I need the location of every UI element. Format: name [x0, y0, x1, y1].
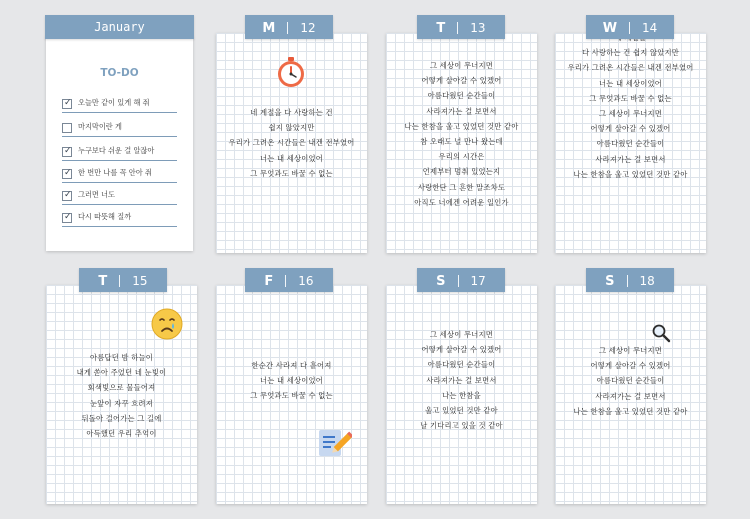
line: 그 무엇과도 바꿀 수 없는 — [589, 93, 672, 103]
day-tab-t13[interactable] — [417, 15, 505, 39]
line: 사라져가는 걸 보면서 — [595, 391, 666, 401]
line: 그 세상이 무너지면 — [429, 330, 494, 339]
todo-item-text: 누구보다 쉬운 걸 알잖아 — [78, 146, 155, 155]
todo-item-text: 그러면 너도 — [78, 190, 116, 199]
line: 사라져가는 걸 보면서 — [426, 106, 497, 116]
line: 아득했던 우리 추억이 — [86, 429, 157, 439]
day-card-t13 — [386, 33, 537, 253]
magnifier-icon — [651, 323, 671, 343]
line: 나는 한참을 울고 있었던 것만 같아 — [573, 169, 688, 179]
todo-item-text: 한 번만 나를 꼭 안아 줘 — [78, 168, 152, 177]
day-number: 17 — [470, 274, 486, 288]
day-tab-f16[interactable] — [245, 268, 333, 292]
day-lines — [386, 58, 537, 210]
line: 어떻게 살아갈 수 있겠어 — [421, 345, 502, 355]
line: 다 사랑하는 건 쉽지 않았지만 — [581, 48, 680, 58]
day-lines — [216, 105, 367, 181]
line: 아름다웠던 순간들이 — [427, 360, 496, 370]
day-letter: F — [264, 274, 274, 289]
line: 우리가 그려온 시간들은 내겐 전부였어 — [567, 63, 694, 73]
line: 너는 내 세상이었어 — [259, 376, 324, 386]
line: 참 오래도 널 만나 왔는데 — [420, 137, 503, 147]
checkbox[interactable] — [62, 123, 72, 133]
day-letter: T — [98, 274, 108, 289]
line: 그 무엇과도 바꿀 수 없는 — [250, 168, 333, 178]
line: 사라져가는 걸 보면서 — [595, 154, 666, 164]
line: 회색빛으로 물들어져 — [87, 383, 156, 393]
tab-divider — [629, 22, 630, 34]
day-card-s17 — [386, 285, 537, 504]
day-number: 12 — [300, 21, 316, 35]
line: 어떻게 살아갈 수 있겠어 — [590, 124, 671, 134]
line: 나는 한참을 울고 있었던 것만 같아 — [573, 406, 688, 416]
line: 어떻게 살아갈 수 있겠어 — [421, 76, 502, 86]
line: 우리가 그려온 시간들은 내겐 전부였어 — [228, 138, 355, 148]
day-lines — [555, 30, 706, 182]
day-card-f16 — [216, 285, 367, 504]
line: 아름다웠던 순간들이 — [596, 139, 665, 149]
todo-title: TO-DO — [100, 67, 139, 79]
line: 아직도 너에겐 어려운 일인가 — [414, 197, 509, 207]
todo-item[interactable] — [62, 163, 177, 183]
line: 어떻게 살아갈 수 있겠어 — [590, 361, 671, 371]
line: 너는 내 세상이었어 — [259, 153, 324, 163]
tab-divider — [627, 275, 628, 287]
checkbox[interactable] — [62, 99, 72, 109]
todo-item-text: 오늘만 같이 있게 해 줘 — [78, 98, 150, 107]
checkbox[interactable] — [62, 169, 72, 179]
todo-item[interactable] — [62, 207, 177, 227]
day-lines — [216, 358, 367, 404]
day-lines — [386, 327, 537, 433]
line: 나는 한참을 울고 있었던 것만 같아 — [404, 121, 519, 131]
line: 아름다웠던 순간들이 — [596, 376, 665, 386]
line: 그 세상이 무너지면 — [598, 109, 663, 119]
tab-divider — [457, 22, 458, 34]
todo-item[interactable] — [62, 185, 177, 205]
day-tab-m12[interactable] — [245, 15, 333, 39]
line: 날 기다리고 있을 것 같아 — [420, 421, 503, 431]
day-letter: S — [436, 274, 446, 289]
day-card-s18 — [555, 285, 706, 504]
day-letter: W — [602, 21, 618, 36]
line: 네 계절을 다 사랑하는 건 — [250, 108, 333, 117]
tab-divider — [285, 275, 286, 287]
line: 한순간 사라져 다 흩어져 — [251, 361, 332, 370]
line: 내게 쏟아 주었던 네 눈빛이 — [76, 368, 167, 378]
day-letter: S — [605, 274, 615, 289]
day-card-w14 — [555, 33, 706, 253]
line: 눈앞이 자꾸 흐려져 — [89, 398, 154, 408]
checkbox[interactable] — [62, 147, 72, 157]
line: 뒤돌아 걸어가는 그 길에 — [81, 413, 162, 423]
day-tab-w14[interactable] — [586, 15, 674, 39]
line: 울고 있었던 것만 같아 — [425, 406, 498, 416]
day-lines — [46, 350, 197, 441]
day-number: 16 — [298, 274, 314, 288]
line: 언제부터 멈춰 있었는지 — [422, 167, 501, 177]
line: 우리의 시간은 — [438, 152, 485, 162]
todo-item-text: 마지막이란 게 — [78, 122, 122, 131]
day-number: 14 — [642, 21, 658, 35]
day-tab-s18[interactable] — [586, 268, 674, 292]
line: 아름다웠던 순간들이 — [427, 91, 496, 101]
todo-item[interactable] — [62, 117, 177, 137]
line: 너는 내 세상이었어 — [598, 78, 663, 88]
day-card-t15 — [46, 285, 197, 504]
tab-divider — [287, 22, 288, 34]
january-tab[interactable] — [45, 15, 194, 39]
line: 쉽지 않았지만 — [268, 123, 315, 133]
stopwatch-icon — [275, 56, 307, 88]
day-card-m12 — [216, 33, 367, 253]
checkbox[interactable] — [62, 191, 72, 201]
day-number: 13 — [470, 21, 486, 35]
checkbox[interactable] — [62, 213, 72, 223]
checkmark-icon: ✓ — [64, 168, 72, 178]
todo-item[interactable] — [62, 93, 177, 113]
tab-divider — [458, 275, 459, 287]
day-lines — [555, 343, 706, 419]
line: 그 무엇과도 바꿀 수 없는 — [250, 391, 333, 401]
day-number: 18 — [639, 274, 655, 288]
day-letter: T — [436, 21, 446, 36]
day-number: 15 — [132, 274, 148, 288]
day-tab-t15[interactable] — [79, 268, 167, 292]
todo-item[interactable] — [62, 141, 177, 161]
day-tab-s17[interactable] — [417, 268, 505, 292]
line: 그 세상이 무너지면 — [598, 346, 663, 355]
line: 그 세상이 무너지면 — [429, 61, 494, 70]
january-tab-label: January — [94, 20, 145, 34]
tab-divider — [119, 275, 120, 287]
memo-pencil-icon — [316, 425, 352, 461]
checkmark-icon: ✓ — [64, 212, 72, 222]
line: 나는 한참을 — [442, 390, 481, 400]
day-letter: M — [262, 21, 276, 36]
checkmark-icon: ✓ — [64, 190, 72, 200]
checkmark-icon: ✓ — [64, 146, 72, 156]
line: 사랑한단 그 흔한 말조차도 — [417, 182, 506, 192]
line: 아름답던 밤 하늘이 — [89, 353, 154, 362]
todo-item-text: 다시 따뜻해 질까 — [78, 212, 132, 221]
line: 사라져가는 걸 보면서 — [426, 375, 497, 385]
checkmark-icon: ✓ — [64, 98, 72, 108]
crying-face-icon — [150, 307, 184, 341]
